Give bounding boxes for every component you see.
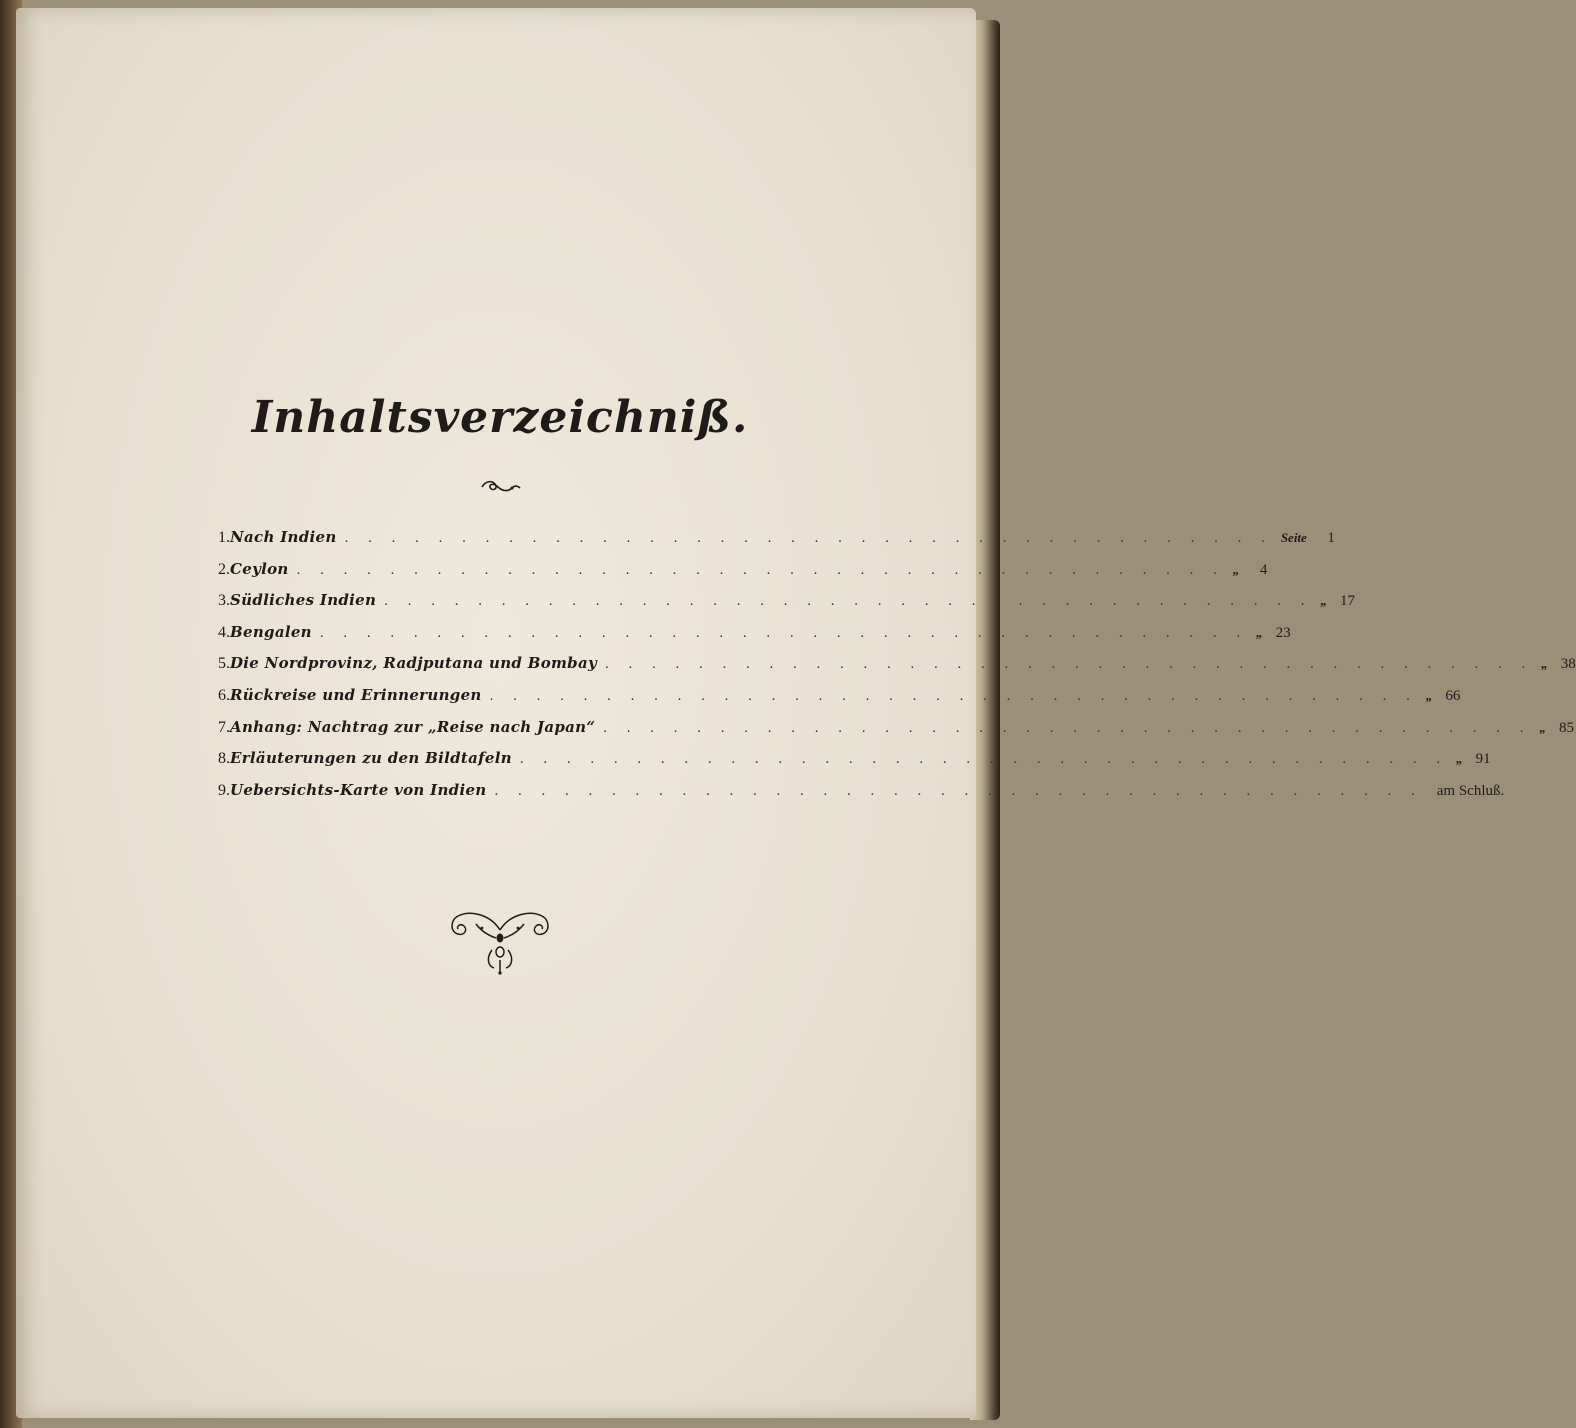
page-reference: [1426, 688, 1461, 705]
entry-number: 7.: [218, 718, 230, 736]
toc-entry: [218, 622, 1291, 655]
entry-number: 4.: [218, 623, 230, 641]
toc-entry: [218, 780, 1505, 813]
page-reference: [1256, 625, 1291, 642]
toc-entry: [218, 591, 1355, 623]
entry-title: Anhang: Nachtrag zur „Reise nach Japan“: [230, 717, 596, 736]
entry-title: Bengalen: [230, 622, 312, 641]
page-reference: [1320, 593, 1355, 610]
entry-title: Rückreise und Erinnerungen: [230, 685, 482, 704]
page-number: 91: [1475, 751, 1491, 768]
page-number: 85: [1559, 719, 1575, 736]
dot-leader: . . . . . . . . . . . . . . . . . . . . . . . . . . . . . . . . . . . . . . . .: [603, 719, 1532, 736]
small-flourish-icon: [478, 478, 522, 496]
page-prefix: „: [1232, 561, 1240, 577]
entry-title: Nach Indien: [230, 528, 337, 546]
dot-leader: . . . . . . . . . . . . . . . . . . . . . . . . . . . . . . . . . . . . . . . .: [519, 751, 1449, 768]
page-number: 38: [1560, 656, 1576, 673]
page-reference: [1281, 530, 1335, 547]
page-number: 66: [1445, 687, 1461, 704]
page-title: Inhaltsverzeichniß.: [251, 392, 749, 443]
entry-title: Ceylon: [230, 559, 289, 578]
dot-leader: . . . . . . . . . . . . . . . . . . . . . . . . . . . . . . . . . . . . . . . .: [489, 687, 1418, 704]
entry-number: 3.: [218, 592, 230, 610]
page-prefix: „: [1539, 719, 1547, 735]
dot-leader: . . . . . . . . . . . . . . . . . . . . . . . . . . . . . . . . . . . . . . . .: [344, 530, 1273, 546]
dot-leader: . . . . . . . . . . . . . . . . . . . . . . . . . . . . . . . . . . . . . . . .: [296, 561, 1225, 578]
entry-number: 6.: [218, 686, 230, 704]
entry-number: 2.: [218, 560, 230, 578]
table-of-contents: [218, 528, 1576, 812]
page-prefix: „: [1456, 751, 1463, 767]
page-number: am Schluß.: [1436, 782, 1505, 799]
toc-entry: [218, 528, 1335, 560]
page-reference: [1541, 656, 1576, 673]
entry-title: Uebersichts-Karte von Indien: [230, 780, 487, 799]
entry-number: 1.: [218, 529, 230, 546]
page-number: 1: [1327, 530, 1335, 546]
page-number: 17: [1339, 593, 1355, 610]
page-prefix: „: [1541, 656, 1548, 672]
entry-number: 8.: [218, 750, 230, 768]
dot-leader: . . . . . . . . . . . . . . . . . . . . . . . . . . . . . . . . . . . . . . . .: [605, 656, 1534, 673]
page-prefix: Seite: [1280, 530, 1307, 545]
page-reference: [1456, 751, 1491, 768]
entry-title: Südliches Indien: [230, 591, 377, 610]
entry-number: 5.: [218, 655, 230, 673]
page-prefix: „: [1425, 687, 1433, 703]
ornament-icon: [446, 906, 554, 976]
dot-leader: . . . . . . . . . . . . . . . . . . . . . . . . . . . . . . . . . . . . . . . .: [319, 624, 1249, 641]
page-number: 4: [1259, 561, 1268, 578]
entry-title: Die Nordprovinz, Radjputana und Bombay: [230, 654, 597, 673]
entry-number: 9.: [218, 781, 230, 799]
entry-title: Erläuterungen zu den Bildtafeln: [230, 749, 512, 768]
page-reference: [1233, 562, 1268, 579]
toc-entry: [218, 654, 1576, 686]
page-prefix: „: [1320, 593, 1327, 609]
toc-entry: [218, 685, 1461, 718]
toc-entry: [218, 717, 1575, 750]
page-reference: [1540, 720, 1575, 737]
dot-leader: . . . . . . . . . . . . . . . . . . . . . . . . . . . . . . . . . . . . . . . .: [494, 782, 1423, 799]
dot-leader: . . . . . . . . . . . . . . . . . . . . . . . . . . . . . . . . . . . . . . . .: [384, 593, 1313, 610]
toc-entry: [218, 749, 1491, 781]
page-reference: [1431, 783, 1505, 800]
toc-entry: [218, 559, 1268, 592]
page-prefix: „: [1256, 624, 1263, 640]
page-number: 23: [1275, 624, 1291, 641]
